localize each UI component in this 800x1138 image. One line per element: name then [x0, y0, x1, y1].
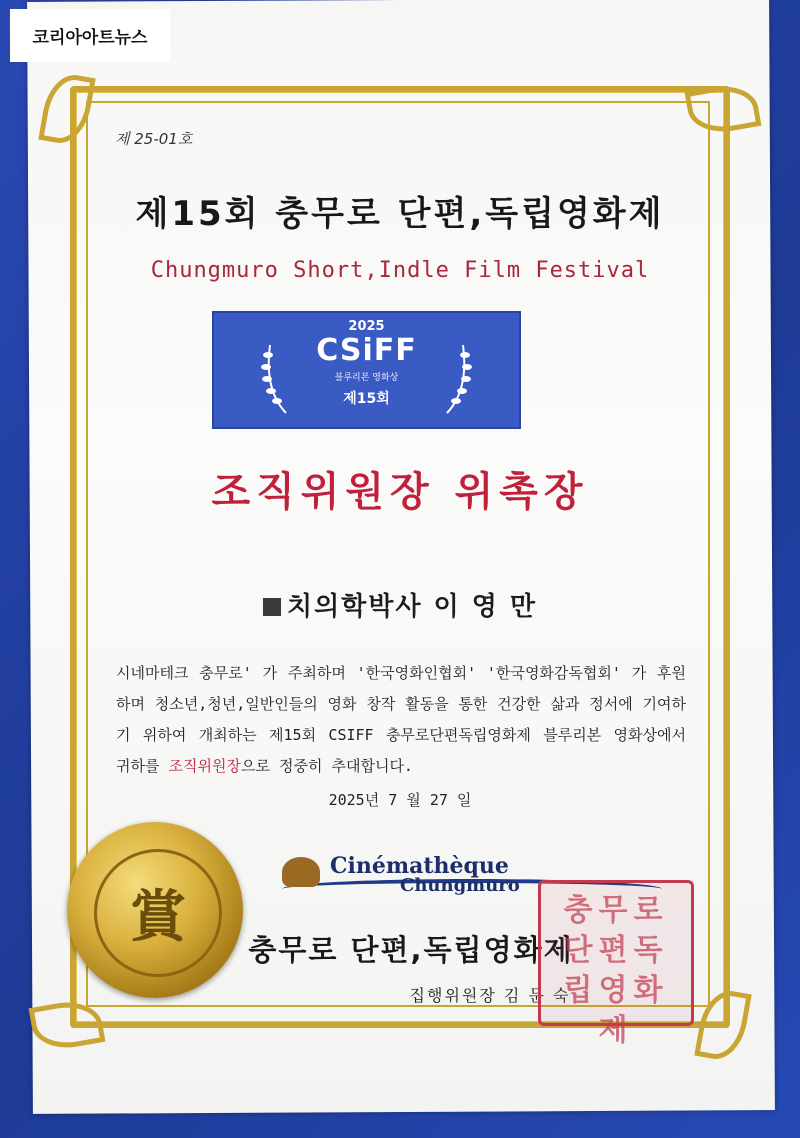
- gold-seal-character: 賞: [94, 849, 222, 977]
- document-title: 조직위원장 위촉장: [211, 469, 589, 515]
- red-official-stamp: [538, 880, 694, 1048]
- signer: 집행위원장 김 문 숙: [409, 986, 571, 1005]
- certificate-body: [116, 658, 686, 782]
- red-stamp-text: 충무로단편독립영화제: [563, 893, 669, 1048]
- issue-date: 2025년 7 월 27 일: [328, 791, 472, 809]
- body-text-part1: 시네마테크 충무로' 가 주최하며 '한국영화인협회' '한국영화감독협회' 가 후원하며 청소년,청년,일반인들의 영화 창작 활동을 통한 건강한 삶과 정서에 기여하기 위하여 개최하는 제15회 CSIFF 충무로단편독립영화제 블루리본 영화상에서 귀하를: [116, 664, 686, 775]
- certificate-number: 제 25-01호: [115, 130, 193, 148]
- festival-title-korean: 제15회 충무로 단편,독립영화제: [135, 194, 665, 234]
- square-bullet-icon: [263, 598, 281, 616]
- cinematheque-line1: Cinémathèque: [330, 853, 509, 879]
- organization-name: 충무로 단편,독립영화제: [248, 933, 574, 967]
- recipient: [90, 586, 710, 623]
- logo-edition: 제15회: [343, 391, 390, 407]
- festival-title-english: Chungmuro Short,Indle Film Festival: [150, 258, 650, 283]
- watermark-logo: [10, 9, 170, 62]
- gold-award-seal: [67, 822, 243, 998]
- watermark-text: 코리아아트뉴스: [32, 28, 148, 48]
- body-highlight: 조직위원장: [168, 757, 241, 775]
- cinematheque-line2: Chungmuro: [400, 875, 520, 896]
- cinematheque-mark-icon: [282, 857, 320, 887]
- logo-year: 2025: [348, 319, 385, 334]
- logo-name: CSiFF: [316, 333, 417, 368]
- logo-subtitle: 블루리본 영화상: [334, 373, 399, 383]
- csiff-logo: [212, 311, 521, 429]
- body-text-part2: 으로 정중히 추대합니다.: [240, 757, 413, 775]
- recipient-name: 치의학박사 이 영 만: [286, 592, 538, 622]
